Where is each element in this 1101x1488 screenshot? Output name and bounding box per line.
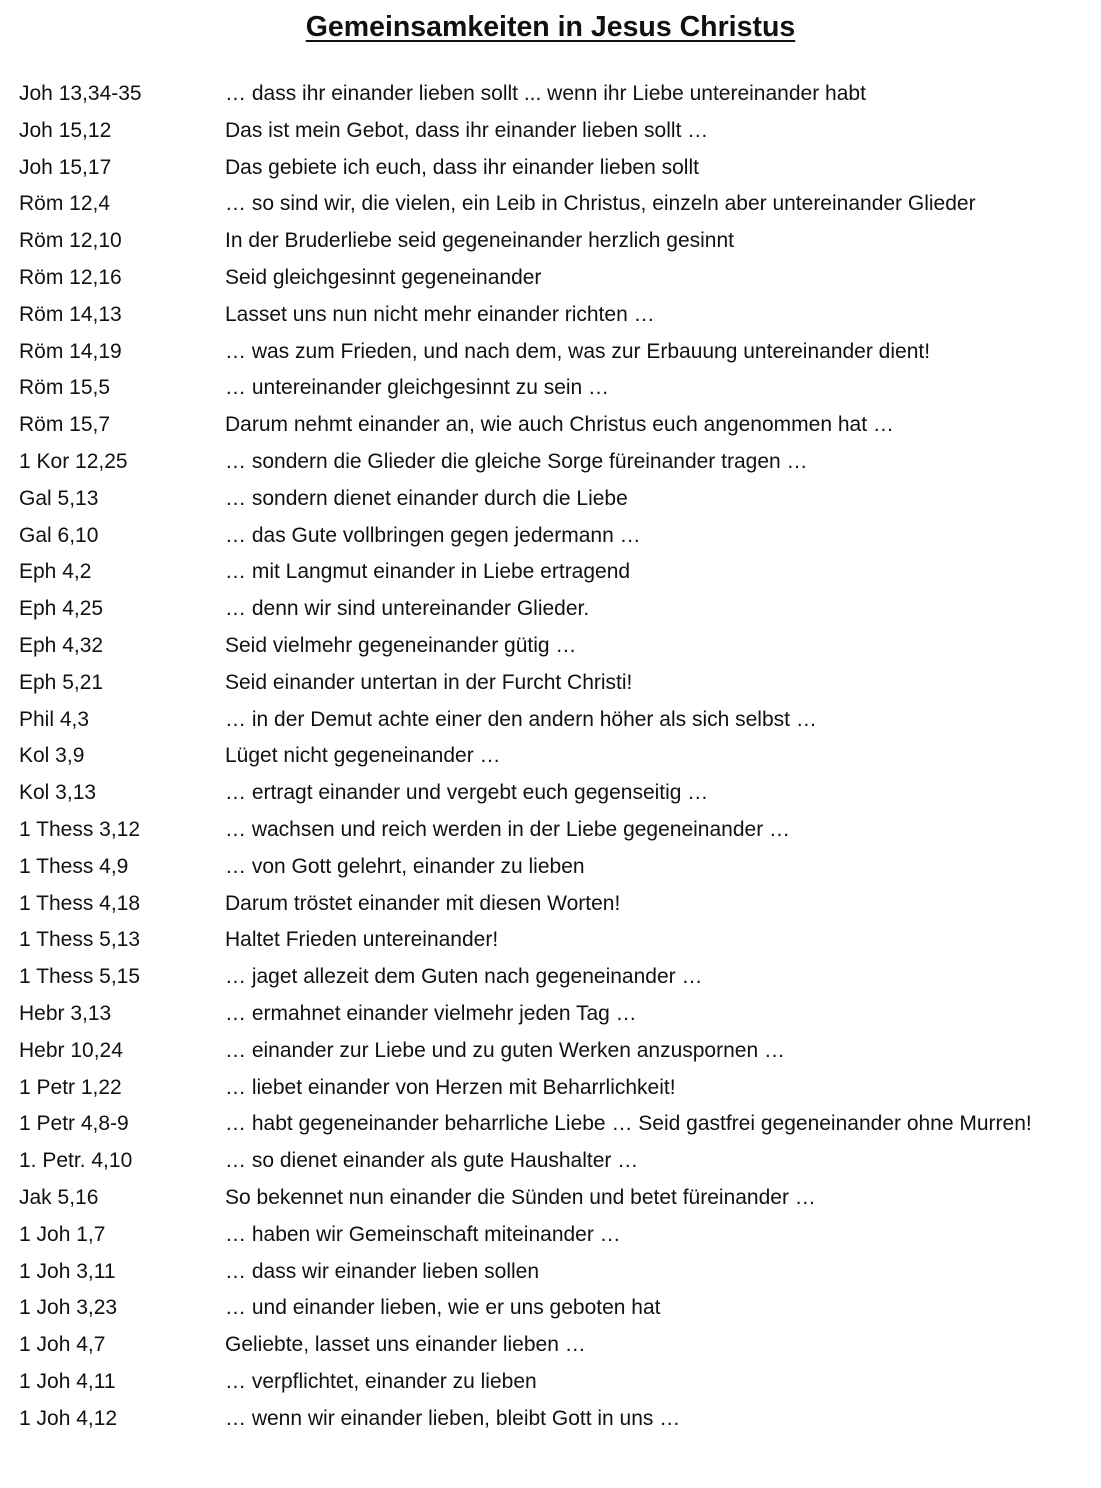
verse-row [19, 1332, 1089, 1358]
verse-text: … habt gegeneinander beharrliche Liebe … Seid gastfrei gegeneinander ohne Murren! [225, 1112, 1032, 1136]
verse-row [19, 891, 1089, 917]
verse-text: … einander zur Liebe und zu guten Werken anzuspornen … [225, 1038, 785, 1062]
verse-text: … und einander lieben, wie er uns geboten hat [225, 1296, 661, 1320]
verse-reference: 1 Thess 4,9 [19, 854, 129, 878]
verse-reference: Eph 4,25 [19, 597, 104, 621]
verse-reference: Joh 13,34-35 [19, 82, 142, 105]
verse-text: … sondern dienet einander durch die Liebe [225, 486, 628, 510]
verse-reference: Eph 4,32 [19, 633, 104, 657]
verse-row [19, 633, 1089, 659]
verse-row [19, 1148, 1089, 1174]
verse-row [19, 1185, 1089, 1211]
verse-row [19, 559, 1089, 585]
verse-reference: Kol 3,13 [19, 781, 97, 805]
verse-text: … was zum Frieden, und nach dem, was zur Erbauung untereinander dient! [225, 339, 931, 363]
verse-text: Seid gleichgesinnt gegeneinander [225, 265, 542, 289]
page-title: Gemeinsamkeiten in Jesus Christus [305, 11, 796, 43]
verse-row [19, 780, 1089, 806]
verse-reference: 1. Petr. 4,10 [19, 1149, 133, 1173]
verse-reference: Röm 14,19 [19, 339, 122, 363]
verse-reference: 1 Thess 5,15 [19, 965, 141, 989]
verse-text: Darum nehmt einander an, wie auch Christus euch angenommen hat … [225, 413, 894, 437]
verse-text: Lasset uns nun nicht mehr einander richten … [225, 302, 655, 326]
verse-text: … ertragt einander und vergebt euch gegenseitig … [225, 781, 709, 805]
verse-text: Seid vielmehr gegeneinander gütig … [225, 633, 577, 657]
verse-reference: Jak 5,16 [19, 1185, 99, 1209]
verse-row [19, 449, 1089, 475]
verse-text: In der Bruderliebe seid gegeneinander herzlich gesinnt [225, 229, 735, 253]
verse-row [19, 155, 1089, 181]
verse-text: … so sind wir, die vielen, ein Leib in Christus, einzeln aber untereinander Glieder [225, 192, 976, 216]
verse-text: Das ist mein Gebot, dass ihr einander lieben sollt … [225, 118, 709, 142]
verse-reference: Röm 15,7 [19, 413, 111, 437]
verse-row [19, 81, 1089, 107]
verse-text: … verpflichtet, einander zu lieben [225, 1369, 537, 1393]
verse-reference: Joh 15,12 [19, 118, 112, 142]
verse-reference: 1 Petr 4,8-9 [19, 1112, 129, 1136]
verse-reference: 1 Thess 3,12 [19, 817, 141, 841]
verse-list [19, 81, 1089, 1442]
verse-row [19, 964, 1089, 990]
verse-text: … dass wir einander lieben sollen [225, 1259, 540, 1283]
verse-row [19, 1222, 1089, 1248]
verse-text: … haben wir Gemeinschaft miteinander … [225, 1222, 621, 1246]
verse-text: … das Gute vollbringen gegen jedermann … [225, 523, 641, 547]
verse-reference: Hebr 3,13 [19, 1001, 112, 1025]
verse-row [19, 854, 1089, 880]
verse-row [19, 118, 1089, 144]
verse-text: … wachsen und reich werden in der Liebe gegeneinander … [225, 817, 791, 841]
verse-reference: Röm 15,5 [19, 376, 111, 400]
verse-text: … dass ihr einander lieben sollt ... wenn ihr Liebe untereinander habt [225, 82, 866, 105]
verse-text: Lüget nicht gegeneinander … [225, 744, 501, 768]
verse-row [19, 1001, 1089, 1027]
verse-text: … in der Demut achte einer den andern höher als sich selbst … [225, 707, 817, 731]
verse-reference: Phil 4,3 [19, 707, 90, 731]
verse-row [19, 1038, 1089, 1064]
verse-text: … liebet einander von Herzen mit Beharrlichkeit! [225, 1075, 676, 1099]
verse-row [19, 1259, 1089, 1285]
verse-reference: Hebr 10,24 [19, 1038, 123, 1062]
verse-reference: Röm 12,10 [19, 229, 122, 253]
verse-reference: Joh 15,17 [19, 155, 112, 179]
verse-text: … untereinander gleichgesinnt zu sein … [225, 376, 610, 400]
verse-text: … jaget allezeit dem Guten nach gegeneinander … [225, 965, 703, 989]
verse-row [19, 191, 1089, 217]
verse-row [19, 486, 1089, 512]
verse-row [19, 596, 1089, 622]
verse-reference: 1 Joh 3,23 [19, 1296, 118, 1320]
verse-text: … mit Langmut einander in Liebe ertragend [225, 560, 631, 584]
verse-reference: Kol 3,9 [19, 744, 85, 768]
verse-text: Haltet Frieden untereinander! [225, 928, 499, 952]
verse-reference: Gal 5,13 [19, 486, 99, 510]
verse-row [19, 670, 1089, 696]
verse-text: … von Gott gelehrt, einander zu lieben [225, 854, 585, 878]
verse-row [19, 1406, 1089, 1432]
verse-reference: 1 Joh 4,7 [19, 1333, 106, 1357]
verse-reference: Eph 4,2 [19, 560, 92, 584]
verse-text: Darum tröstet einander mit diesen Worten! [225, 891, 621, 915]
verse-reference: 1 Kor 12,25 [19, 449, 128, 473]
verse-reference: 1 Joh 4,11 [19, 1369, 116, 1393]
verse-text: Seid einander untertan in der Furcht Christi! [225, 670, 633, 694]
verse-text: … wenn wir einander lieben, bleibt Gott in uns … [225, 1406, 681, 1430]
verse-row [19, 707, 1089, 733]
verse-row [19, 228, 1089, 254]
verse-row [19, 302, 1089, 328]
verse-reference: 1 Thess 4,18 [19, 891, 141, 915]
verse-text: … sondern die Glieder die gleiche Sorge füreinander tragen … [225, 449, 808, 473]
verse-reference: Röm 12,4 [19, 192, 111, 216]
verse-row [19, 339, 1089, 365]
verse-row [19, 1295, 1089, 1321]
verse-row [19, 523, 1089, 549]
verse-reference: 1 Joh 4,12 [19, 1406, 118, 1430]
verse-row [19, 412, 1089, 438]
verse-row [19, 375, 1089, 401]
verse-row [19, 265, 1089, 291]
verse-reference: 1 Joh 3,11 [19, 1259, 116, 1283]
verse-reference: 1 Joh 1,7 [19, 1222, 106, 1246]
verse-text: Geliebte, lasset uns einander lieben … [225, 1333, 586, 1357]
verse-row [19, 1369, 1089, 1395]
verse-text: … denn wir sind untereinander Glieder. [225, 597, 590, 621]
verse-reference: Eph 5,21 [19, 670, 104, 694]
verse-reference: Röm 14,13 [19, 302, 122, 326]
verse-reference: Röm 12,16 [19, 265, 122, 289]
verse-row [19, 1075, 1089, 1101]
verse-row [19, 927, 1089, 953]
verse-row [19, 817, 1089, 843]
verse-reference: Gal 6,10 [19, 523, 99, 547]
verse-text: … ermahnet einander vielmehr jeden Tag … [225, 1001, 637, 1025]
verse-row [19, 1111, 1089, 1137]
verse-text: Das gebiete ich euch, dass ihr einander lieben sollt [225, 155, 699, 179]
verse-reference: 1 Thess 5,13 [19, 928, 141, 952]
verse-row [19, 743, 1089, 769]
verse-text: So bekennet nun einander die Sünden und betet füreinander … [225, 1185, 816, 1209]
verse-reference: 1 Petr 1,22 [19, 1075, 122, 1099]
verse-text: … so dienet einander als gute Haushalter … [225, 1149, 639, 1173]
